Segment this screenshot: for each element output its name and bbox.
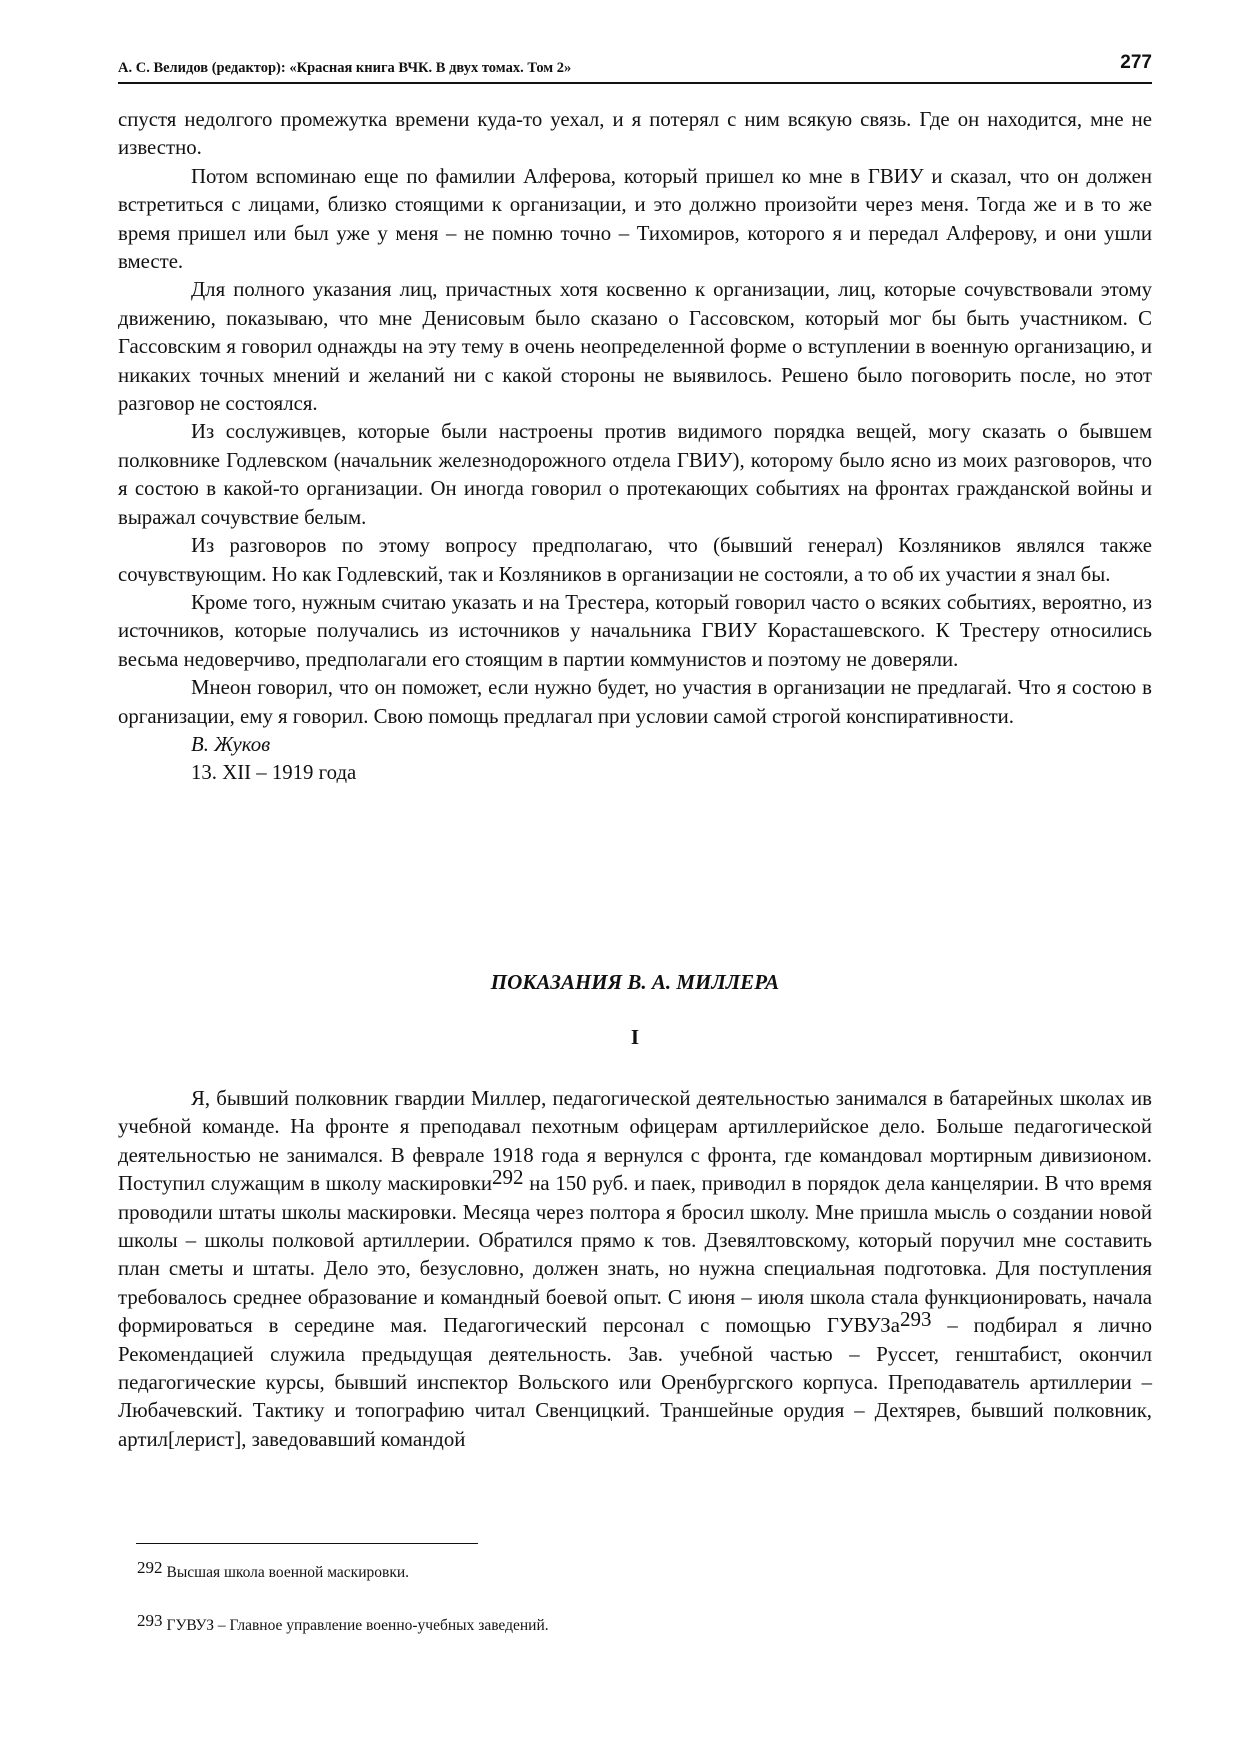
body-text-part2 xyxy=(118,1085,1152,1454)
footnote-293 xyxy=(137,1611,549,1635)
footnote-number: 293 xyxy=(137,1611,163,1630)
paragraph: Для полного указания лиц, причастных хотя косвенно к организации, лиц, которые сочувствовали этому движению, показываю, что мне Денисовым было сказано о Гассовском, который мог бы быть участником. С Гассовским я говорил однажды на эту тему в очень неопределенной форме о вступлении в военную организацию, и никаких точных мнений и желаний ни с какой стороны не выявилось. Решено было поговорить после, но этот разговор не состоялся. xyxy=(118,278,1152,416)
text-segment: Я, бывший полковник гвардии Миллер, педагогической деятельностью занимался в батарейных школах ив учебной команде. На фронте я преподавал пехотным офицерам артиллерийское дело. Больше педагогической деятельностью не занимался. В феврале 1918 года я вернулся с фронта, где командовал мортирным дивизионом. Поступил служащим в школу маскировки xyxy=(118,1087,1152,1196)
footnote-ref-292[interactable]: 292 xyxy=(492,1165,524,1190)
paragraph: спустя недолгого промежутка времени куда-то уехал, и я потерял с ним всякую связь. Где он находится, мне не известно. xyxy=(118,108,1152,160)
footnote-292 xyxy=(137,1558,410,1582)
paragraph xyxy=(118,1085,1152,1454)
section-number: I xyxy=(630,1025,640,1049)
paragraph: Потом вспоминаю еще по фамилии Алферова, который пришел ко мне в ГВИУ и сказал, что он должен встретиться с лицами, близко стоящими к организации, и это должно произойти через меня. Тогда же и в то же время пришел или был уже у меня – не помню точно – Тихомиров, которого я и передал Алферову, и они ушли вместе. xyxy=(118,164,1152,274)
paragraph: Из сослуживцев, которые были настроены против видимого порядка вещей, могу сказать о бывшем полковнике Годлевском (начальник железнодорожного отдела ГВИУ), которому было ясно из моих разговоров, что я состою в какой-то организации. Он иногда говорил о протекающих событиях на фронтах гражданской войны и выражал сочувствие белым. xyxy=(118,420,1152,529)
paragraph: Из разговоров по этому вопросу предполагаю, что (бывший генерал) Козляников являлся также сочувствующим. Но как Годлевский, так и Козляников в организации не состояли, а то об их участии я знал бы. xyxy=(118,534,1152,586)
footnote-text: Высшая школа военной маскировки. xyxy=(166,1564,410,1581)
running-header xyxy=(118,52,1152,84)
footnote-number: 292 xyxy=(137,1558,163,1577)
footnote-text: ГУВУЗ – Главное управление военно-учебных заведений. xyxy=(166,1617,549,1634)
header-title: А. С. Велидов (редактор): «Красная книга ВЧК. В двух томах. Том 2» xyxy=(118,60,572,76)
paragraph: Мнеон говорил, что он поможет, если нужно будет, но участия в организации не предлагай. Что я состою в организации, ему я говорил. Свою помощь предлагал при условии самой строгой конспиративности. xyxy=(118,676,1152,728)
section-title: ПОКАЗАНИЯ В. А. МИЛЛЕРА xyxy=(490,970,780,994)
page-number: 277 xyxy=(1120,52,1152,73)
signature-date: 13. XII – 1919 года xyxy=(191,761,357,785)
footnote-separator xyxy=(136,1543,478,1544)
signature-name: В. Жуков xyxy=(191,732,271,756)
footnote-ref-293[interactable]: 293 xyxy=(899,1307,932,1332)
body-text-part1 xyxy=(118,106,1152,788)
paragraph: Кроме того, нужным считаю указать и на Трестера, который говорил часто о всяких событиях, вероятно, из источников, которые получались из источников у начальника ГВИУ Кораcташевского. К Трестеру относились весьма недоверчиво, предполагали его стоящим в партии коммунистов и поэтому не доверяли. xyxy=(118,590,1152,671)
text-segment: на 150 руб. и паек, приводил в порядок дела канцелярии. В что время проводили штаты школы маскировки. Месяца через полтора я бросил школу. Мне пришла мысль о создании новой школы – школы полковой артиллерии. Обратился прямо к тов. Дзевялтовскому, который поручил мне составить план сметы и штаты. Дело это, безусловно, должен знать, но нужна специальная подготовка. Для поступления требовалось среднее образование и командный боевой опыт. С июня – июля школа стала функционировать, начала формироваться в середине мая. Педагогический персонал с помощью ГУВУЗа xyxy=(118,1172,1152,1338)
text-segment: – подбирал я лично Рекомендацией служила предыдущая деятельность. Зав. учебной частью – Руссет, генштабист, окончил педагогические курсы, бывший инспектор Вольского или Оренбургского корпуса. Преподаватель артиллерии – Любачевский. Тактику и топографию читал Свенцицкий. Траншейные орудия – Дехтярев, бывший полковник, артил[лерист], заведовавший командой xyxy=(118,1314,1152,1451)
